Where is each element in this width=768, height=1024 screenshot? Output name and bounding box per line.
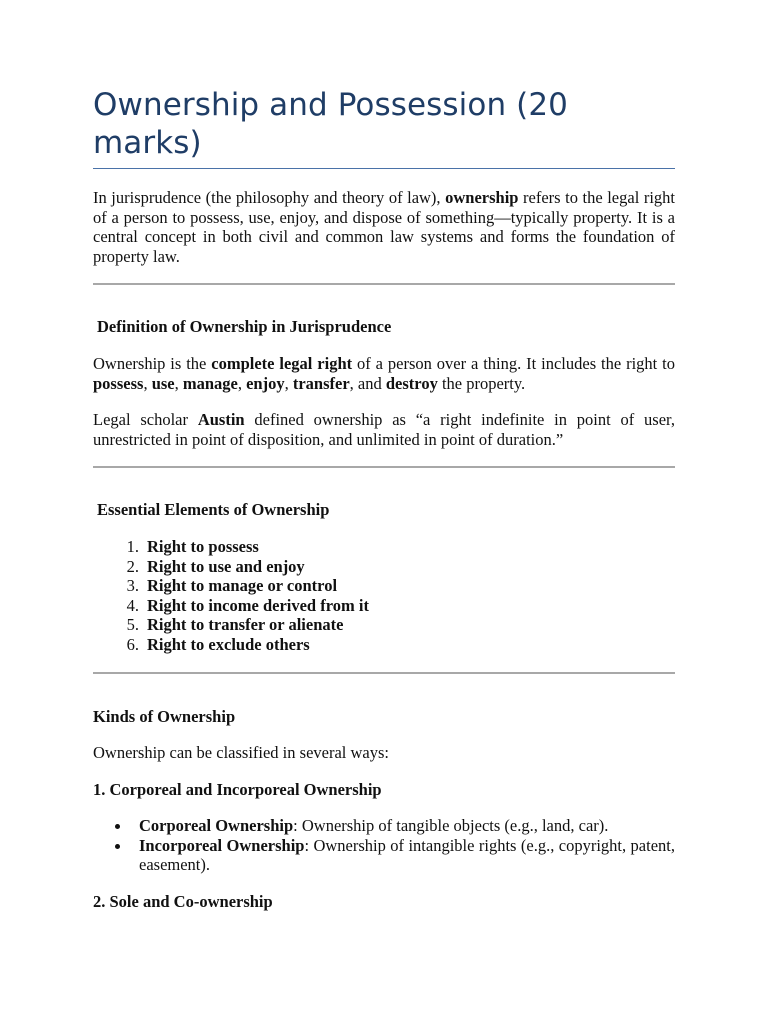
list-number xyxy=(93,615,139,635)
title-underline xyxy=(93,168,675,169)
kinds-bullet-list xyxy=(93,816,675,875)
text-run: , xyxy=(237,373,247,393)
document-page xyxy=(93,86,675,912)
list-item-text: Right to manage or control xyxy=(147,576,338,596)
bold-run: destroy xyxy=(385,373,438,393)
text-run: defined ownership as “a right indefinite in point of user, unrestricted in point of disposition, and unlimited in point of duration.” xyxy=(93,410,675,449)
definition-heading: Definition of Ownership in Jurisprudence xyxy=(97,317,392,337)
text-run: Legal scholar xyxy=(93,410,198,430)
intro-bold-ownership: ownership xyxy=(445,188,519,207)
intro-paragraph xyxy=(93,188,675,266)
list-item xyxy=(93,596,675,616)
list-item xyxy=(93,557,675,577)
bold-run: complete legal right xyxy=(211,353,353,373)
text-run: of a person over a thing. It includes the right to xyxy=(352,353,675,373)
kinds-intro: Ownership can be classified in several ways: xyxy=(93,743,389,763)
kinds-heading: Kinds of Ownership xyxy=(93,706,236,726)
bullet-icon xyxy=(93,836,139,875)
intro-text-2: refers to the legal right of a person to possess, use, enjoy, and dispose of something—typically property. It is a central concept in both civil and common law systems and forms the foundation of property law. xyxy=(93,188,675,266)
bold-run: possess xyxy=(93,373,144,393)
list-number xyxy=(93,557,139,577)
list-number-text: 2. xyxy=(126,556,139,576)
definition-paragraph-2 xyxy=(93,410,675,449)
list-item-text: Right to income derived from it xyxy=(147,595,369,615)
bullet-text xyxy=(139,836,675,875)
list-number xyxy=(93,537,139,557)
bullet-icon xyxy=(93,816,139,836)
list-item xyxy=(93,635,675,655)
text-run: , and xyxy=(349,373,386,393)
elements-heading: Essential Elements of Ownership xyxy=(97,500,330,520)
text-run: Ownership is the xyxy=(93,353,212,373)
list-item xyxy=(93,615,675,635)
bold-run: Austin xyxy=(197,410,245,430)
kinds-subheading-2: 2. Sole and Co-ownership xyxy=(93,892,273,912)
list-number-text: 3. xyxy=(126,576,139,596)
section-divider xyxy=(93,672,675,674)
list-number-text: 6. xyxy=(126,634,139,654)
list-number xyxy=(93,635,139,655)
bullet-bold: Corporeal Ownership xyxy=(139,816,294,836)
list-number-text: 5. xyxy=(126,615,139,635)
text-run: , xyxy=(143,373,152,393)
intro-text-1: In jurisprudence (the philosophy and theory of law), xyxy=(93,188,446,207)
list-item xyxy=(93,836,675,875)
text-run: , xyxy=(284,373,293,393)
bullet-text xyxy=(139,816,675,836)
list-number-text: 1. xyxy=(126,536,139,556)
text-run: the property. xyxy=(437,373,526,393)
section-divider xyxy=(93,466,675,468)
elements-list xyxy=(93,537,675,655)
bold-run: transfer xyxy=(292,373,350,393)
list-number-text: 4. xyxy=(126,595,139,615)
page-title: Ownership and Possession (20 marks) xyxy=(93,87,568,161)
bold-run: manage xyxy=(182,373,238,393)
list-item xyxy=(93,576,675,596)
section-divider xyxy=(93,283,675,285)
bold-run: use xyxy=(151,373,175,393)
bullet-bold: Incorporeal Ownership xyxy=(139,835,305,855)
bullet-rest: : Ownership of tangible objects (e.g., land, car). xyxy=(293,816,609,836)
bullet-rest: : Ownership of intangible rights (e.g., copyright, patent, easement). xyxy=(139,835,675,875)
list-item-text: Right to use and enjoy xyxy=(147,556,305,576)
bold-run: enjoy xyxy=(246,373,285,393)
list-item-text: Right to exclude others xyxy=(147,634,310,654)
list-item-text: Right to possess xyxy=(147,536,259,556)
list-item xyxy=(93,816,675,836)
list-number xyxy=(93,596,139,616)
text-run: , xyxy=(174,373,183,393)
list-item xyxy=(93,537,675,557)
list-item-text: Right to transfer or alienate xyxy=(147,615,344,635)
list-number xyxy=(93,576,139,596)
definition-paragraph-1 xyxy=(93,354,675,393)
kinds-subheading-1: 1. Corporeal and Incorporeal Ownership xyxy=(93,779,382,799)
